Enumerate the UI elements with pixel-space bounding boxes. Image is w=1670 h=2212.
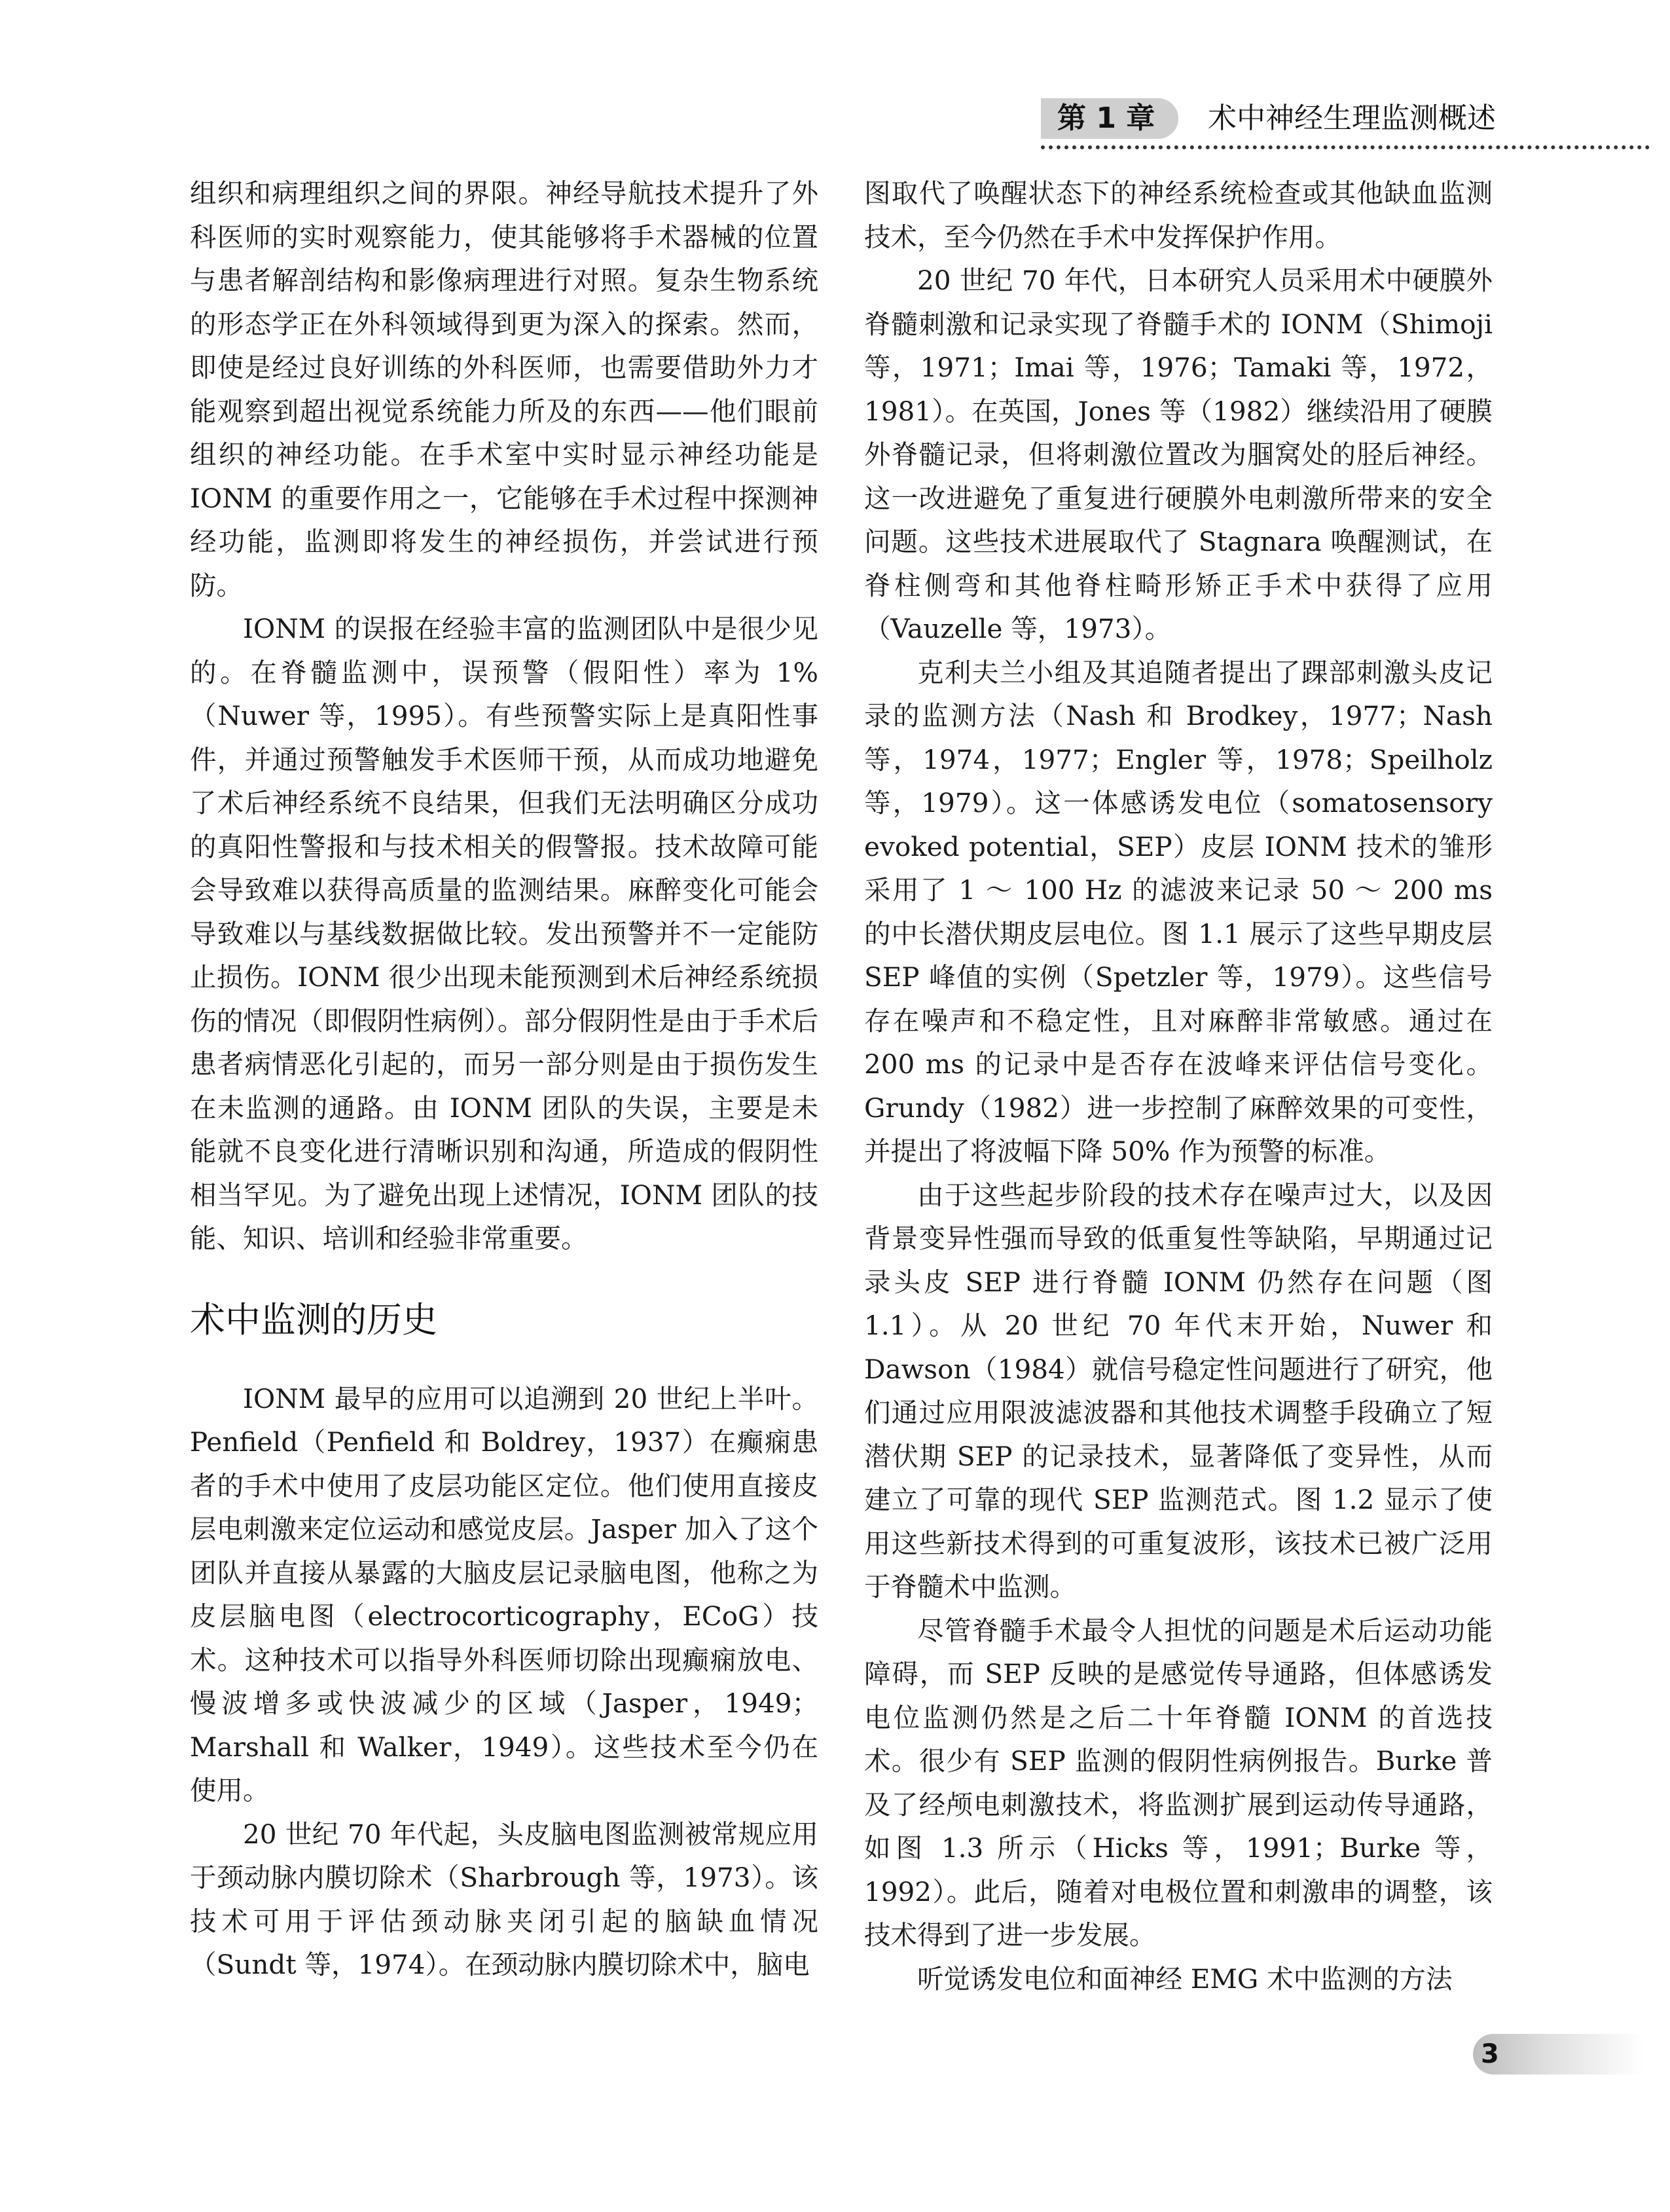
right-column	[864, 172, 1493, 2000]
paragraph: 克利夫兰小组及其追随者提出了踝部刺激头皮记录的监测方法（Nash 和 Brodkey，1977；Nash 等，1974，1977；Engler 等，1978；Speilholz 等，1979）。这一体感诱发电位（somatosensory evoked potential，SEP）皮层 IONM 技术的雏形采用了 1 ～ 100 Hz 的滤波来记录 50 ～ 200 ms 的中长潜伏期皮层电位。图 1.1 展示了这些早期皮层 SEP 峰值的实例（Spetzler 等，1979）。这些信号存在噪声和不稳定性，且对麻醉非常敏感。通过在 200 ms 的记录中是否存在波峰来评估信号变化。Grundy（1982）进一步控制了麻醉效果的可变性，并提出了将波幅下降 50% 作为预警的标准。	[864, 656, 1493, 1167]
paragraph: 听觉诱发电位和面神经 EMG 术中监测的方法	[917, 1963, 1453, 1995]
paragraph: 20 世纪 70 年代起，头皮脑电图监测被常规应用于颈动脉内膜切除术（Sharbrough 等，1973）。该技术可用于评估颈动脉夹闭引起的脑缺血情况（Sundt 等，1974）。在颈动脉内膜切除术中，脑电	[190, 1818, 818, 1980]
left-column	[190, 172, 818, 1987]
page-number: 3	[1481, 2039, 1499, 2069]
paragraph: 由于这些起步阶段的技术存在噪声过大，以及因背景变异性强而导致的低重复性等缺陷，早期通过记录头皮 SEP 进行脊髓 IONM 仍然存在问题（图 1.1）。从 20 世纪 70 年代末开始，Nuwer 和 Dawson（1984）就信号稳定性问题进行了研究，他们通过应用限波滤波器和其他技术调整手段确立了短潜伏期 SEP 的记录技术，显著降低了变异性，从而建立了可靠的现代 SEP 监测范式。图 1.2 显示了使用这些新技术得到的可重复波形，该技术已被广泛用于脊髓术中监测。	[864, 1179, 1493, 1602]
paragraph: 尽管脊髓手术最令人担忧的问题是术后运动功能障碍，而 SEP 反映的是感觉传导通路，但体感诱发电位监测仍然是之后二十年脊髓 IONM 的首选技术。很少有 SEP 监测的假阴性病例报告。Burke 普及了经颅电刺激技术，将监测扩展到运动传导通路，如图 1.3 所示（Hicks 等，1991；Burke 等，1992）。此后，随着对电极位置和刺激串的调整，该技术得到了进一步发展。	[864, 1614, 1493, 1951]
paragraph: 组织和病理组织之间的界限。神经导航技术提升了外科医师的实时观察能力，使其能够将手术器械的位置与患者解剖结构和影像病理进行对照。复杂生物系统的形态学正在外科领域得到更为深入的探索。然而，即使是经过良好训练的外科医师，也需要借助外力才能观察到超出视觉系统能力所及的东西——他们眼前组织的神经功能。在手术室中实时显示神经功能是 IONM 的重要作用之一，它能够在手术过程中探测神经功能，监测即将发生的神经损伤，并尝试进行预防。	[190, 177, 818, 601]
paragraph: 20 世纪 70 年代，日本研究人员采用术中硬膜外脊髓刺激和记录实现了脊髓手术的 IONM（Shimoji 等，1971；Imai 等，1976；Tamaki 等，1972，1981）。在英国，Jones 等（1982）继续沿用了硬膜外脊髓记录，但将刺激位置改为腘窝处的胫后神经。这一改进避免了重复进行硬膜外电刺激所带来的安全问题。这些技术进展取代了 Stagnara 唤醒测试，在脊柱侧弯和其他脊柱畸形矫正手术中获得了应用（Vauzelle 等，1973）。	[864, 265, 1493, 644]
paragraph: 图取代了唤醒状态下的神经系统检查或其他缺血监测技术，至今仍然在手术中发挥保护作用。	[864, 177, 1493, 253]
header-dotted-rule	[1041, 145, 1650, 149]
section-heading: 术中监测的历史	[190, 1299, 437, 1340]
chapter-label: 第 1 章	[1057, 101, 1155, 135]
chapter-title: 术中神经生理监测概述	[1208, 101, 1496, 135]
paragraph: IONM 的误报在经验丰富的监测团队中是很少见的。在脊髓监测中，误预警（假阳性）率为 1%（Nuwer 等，1995）。有些预警实际上是真阳性事件，并通过预警触发手术医师干预，从而成功地避免了术后神经系统不良结果，但我们无法明确区分成功的真阳性警报和与技术相关的假警报。技术故障可能会导致难以获得高质量的监测结果。麻醉变化可能会导致难以与基线数据做比较。发出预警并不一定能防止损伤。IONM 很少出现未能预测到术后神经系统损伤的情况（即假阴性病例）。部分假阴性是由于手术后患者病情恶化引起的，而另一部分则是由于损伤发生在未监测的通路。由 IONM 团队的失误，主要是未能就不良变化进行清晰识别和沟通，所造成的假阴性相当罕见。为了避免出现上述情况，IONM 团队的技能、知识、培训和经验非常重要。	[190, 613, 818, 1254]
paragraph: IONM 最早的应用可以追溯到 20 世纪上半叶。Penfield（Penfield 和 Boldrey，1937）在癫痫患者的手术中使用了皮层功能区定位。他们使用直接皮层电刺激来定位运动和感觉皮层。Jasper 加入了这个团队并直接从暴露的大脑皮层记录脑电图，他称之为皮层脑电图（electrocorticography，ECoG）技术。这种技术可以指导外科医师切除出现癫痫放电、慢波增多或快波减少的区域（Jasper，1949；Marshall 和 Walker，1949）。这些技术至今仍在使用。	[190, 1382, 818, 1806]
